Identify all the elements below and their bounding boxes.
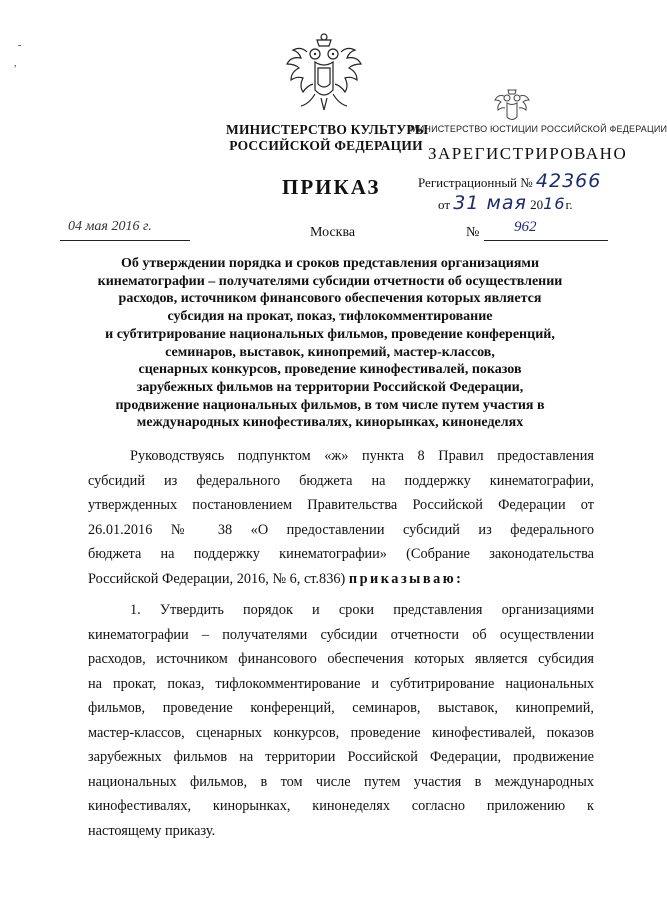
order-heading [80, 255, 580, 432]
paragraph-line: 1. Утвердить порядок и сроки представления организациями [130, 602, 594, 618]
ministry-line-2: РОССИЙСКОЙ ФЕДЕРАЦИИ [229, 138, 423, 153]
heading-line: и субтитрирование национальных фильмов, проведение конференций, [105, 326, 555, 342]
stamp-date-row [438, 192, 573, 214]
order-item-1 [88, 598, 594, 843]
order-word: приказываю: [348, 570, 464, 587]
heading-line: сценарных конкурсов, проведение кинофестивалей, показов [138, 362, 522, 378]
stamp-regnum-row [418, 170, 601, 192]
scan-mark: , [14, 58, 17, 69]
paragraph-line: бюджета на поддержку кинематографии» (Собрание законодательства [88, 546, 594, 562]
stamp-emblem-icon [492, 86, 532, 126]
city: Москва [310, 225, 356, 240]
stamp-regnum-value: 42366 [535, 170, 602, 192]
paragraph-line: кинематографии – получателями субсидии отчетности об осуществлении [88, 626, 594, 643]
ministry-line-1: МИНИСТЕРСТВО КУЛЬТУРЫ [226, 122, 429, 137]
paragraph-line: кинофестивалях, кинорынках, кинонеделях согласно приложению к [88, 798, 594, 814]
date-field [60, 219, 190, 241]
stamp-year-suffix: г. [565, 197, 573, 212]
scan-mark: - [18, 40, 22, 51]
heading-line: субсидия на прокат, показ, тифлокомментирование [167, 309, 493, 325]
stamp-regnum-label: Регистрационный № [418, 175, 533, 190]
paragraph-line: расходов, источником финансового обеспечения которых является субсидия [88, 651, 594, 667]
stamp-ministry: МИНИСТЕРСТВО ЮСТИЦИИ РОССИЙСКОЙ ФЕДЕРАЦИИ [410, 124, 667, 134]
heading-line: продвижение национальных фильмов, в том числе путем участия в [115, 397, 545, 413]
heading-line: расходов, источником финансового обеспечения которых является [118, 291, 542, 307]
document-title: ПРИКАЗ [282, 175, 381, 199]
paragraph-line: на прокат, показ, тифлокомментирование и субтитрирование национальных [88, 675, 594, 692]
heading-line: международных кинофестивалях, кинорынках, кинонеделях [136, 415, 524, 431]
paragraph-line: субсидий из федерального бюджета на поддержку кинематографии, [88, 472, 594, 489]
preamble-paragraph [88, 444, 594, 591]
heading-line: Об утверждении порядка и сроков представления организациями [120, 256, 540, 271]
ministry-name [226, 122, 429, 154]
heading-line: семинаров, выставок, кинопремий, мастер-классов, [165, 344, 495, 360]
paragraph-line: национальных фильмов, в том числе путем участия в международных [88, 773, 594, 790]
number-field [484, 219, 608, 241]
document-date: 04 мая 2016 г. [68, 219, 152, 234]
number-label: № [466, 225, 480, 240]
paragraph-line: Руководствуясь подпунктом «ж» пункта 8 Правил предоставления [130, 448, 594, 464]
stamp-year-value: 16 [543, 194, 566, 213]
paragraph-last-line: настоящему приказу. [88, 822, 216, 839]
stamp-date-value: 31 мая [453, 192, 527, 214]
coat-of-arms-emblem [285, 32, 363, 118]
stamp-date-prefix: от [438, 197, 451, 212]
paragraph-line: зарубежных фильмов на территории Российской Федерации, продвижение [88, 749, 594, 765]
paragraph-line: мастер-классов, сценарных конкурсов, проведение кинофестивалей, показов [88, 724, 594, 741]
heading-line: зарубежных фильмов на территории Российской Федерации, [136, 379, 524, 395]
paragraph-last-line [88, 567, 594, 592]
paragraph-line: утвержденных постановлением Правительства Российской Федерации от [88, 497, 594, 513]
registration-stamp [410, 84, 667, 214]
paragraph-line-text: Российской Федерации, 2016, № 6, ст.836) [88, 570, 346, 587]
paragraph-line: 26.01.2016 № 38 «О предоставлении субсидий из федерального [88, 521, 594, 538]
stamp-registered: ЗАРЕГИСТРИРОВАНО [428, 144, 628, 163]
stamp-year-prefix: 20 [530, 197, 544, 212]
document-number: 962 [514, 219, 537, 235]
heading-line: кинематографии – получателями субсидии отчетности об осуществлении [97, 273, 563, 289]
paragraph-line: фильмов, проведение конференций, семинаров, выставок, кинопремий, [88, 700, 594, 716]
